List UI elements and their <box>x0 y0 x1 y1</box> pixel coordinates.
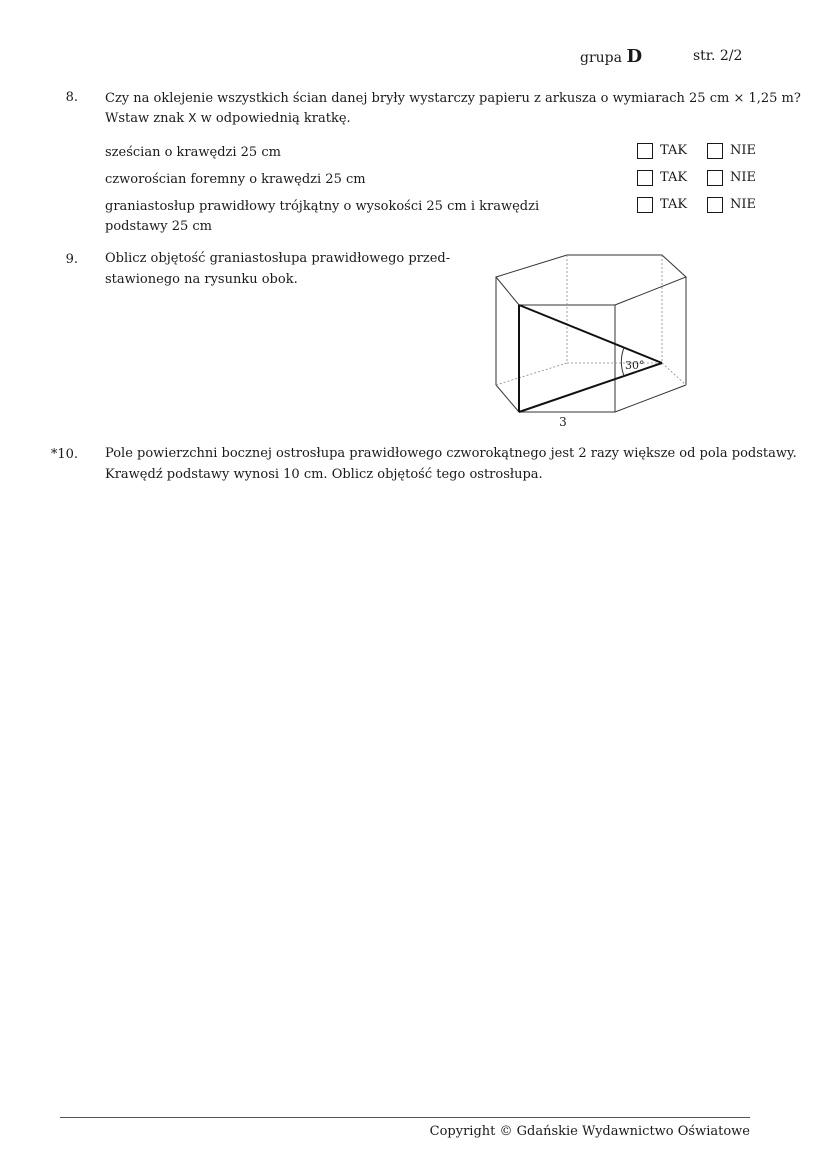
q10-text-line1: Pole powierzchni bocznej ostrosłupa prawidłowego czworokątnego jest 2 razy większe od pola podstawy. <box>105 446 797 461</box>
edge-length-label: 3 <box>559 415 567 429</box>
q8-item-1-no-checkbox[interactable] <box>707 143 723 159</box>
q9-number: 9. <box>65 252 78 267</box>
group-letter: D <box>626 46 643 67</box>
q8-item-3-yes-checkbox[interactable] <box>637 197 653 213</box>
q10-number: *10. <box>50 447 78 462</box>
q8-item-2-no-checkbox[interactable] <box>707 170 723 186</box>
q8-item-3-no-label: NIE <box>730 197 756 212</box>
q8-number: 8. <box>65 90 78 105</box>
triangle-side-top <box>519 305 662 363</box>
q8-item-3-yes-label: TAK <box>660 197 688 212</box>
q8-item-2-yes-label: TAK <box>660 170 688 185</box>
q8-item-2-yes-checkbox[interactable] <box>637 170 653 186</box>
q10-text-line2: Krawędź podstawy wynosi 10 cm. Oblicz objętość tego ostrosłupa. <box>105 467 543 482</box>
q8-item-3-label-line2: podstawy 25 cm <box>105 219 213 234</box>
q9-text-line1: Oblicz objętość graniastosłupa prawidłowego przed- <box>105 251 451 266</box>
q8-item-3-no-checkbox[interactable] <box>707 197 723 213</box>
q8-text-line2-b: w odpowiednią kratkę. <box>200 111 351 126</box>
group-label <box>580 46 642 67</box>
q8-item-3-label: graniastosłup prawidłowy trójkątny o wysokości 25 cm i krawędzi <box>105 199 540 214</box>
prism-hidden-bottom-right <box>662 363 686 385</box>
prism-top-face <box>496 255 686 305</box>
footer-divider <box>60 1117 750 1118</box>
x-mark-symbol: X <box>188 111 197 125</box>
page-number: str. 2/2 <box>693 48 743 64</box>
q8-item-1-yes-label: TAK <box>660 143 688 158</box>
q8-text-line2-a: Wstaw znak <box>105 111 185 126</box>
q9-text-line2: stawionego na rysunku obok. <box>105 272 298 287</box>
group-label-text: grupa <box>580 50 622 66</box>
hexagonal-prism-figure <box>480 245 700 435</box>
q8-item-2-no-label: NIE <box>730 170 756 185</box>
q8-item-1-label: sześcian o krawędzi 25 cm <box>105 145 281 160</box>
q8-item-1-yes-checkbox[interactable] <box>637 143 653 159</box>
footer-copyright: Copyright © Gdańskie Wydawnictwo Oświatowe <box>429 1124 750 1139</box>
prism-bottom-edge-right <box>615 385 686 412</box>
q8-text-line1: Czy na oklejenie wszystkich ścian danej bryły wystarczy papieru z arkusza o wymiarach 25 cm × 1,25 m? <box>105 91 801 106</box>
prism-bottom-edge-left <box>496 385 519 412</box>
angle-arc <box>621 348 624 376</box>
q8-text-line2 <box>105 108 351 129</box>
angle-label: 30° <box>625 359 645 372</box>
q8-item-2-label: czworościan foremny o krawędzi 25 cm <box>105 172 366 187</box>
prism-hidden-bottom-left <box>496 363 567 385</box>
q8-item-1-no-label: NIE <box>730 143 756 158</box>
